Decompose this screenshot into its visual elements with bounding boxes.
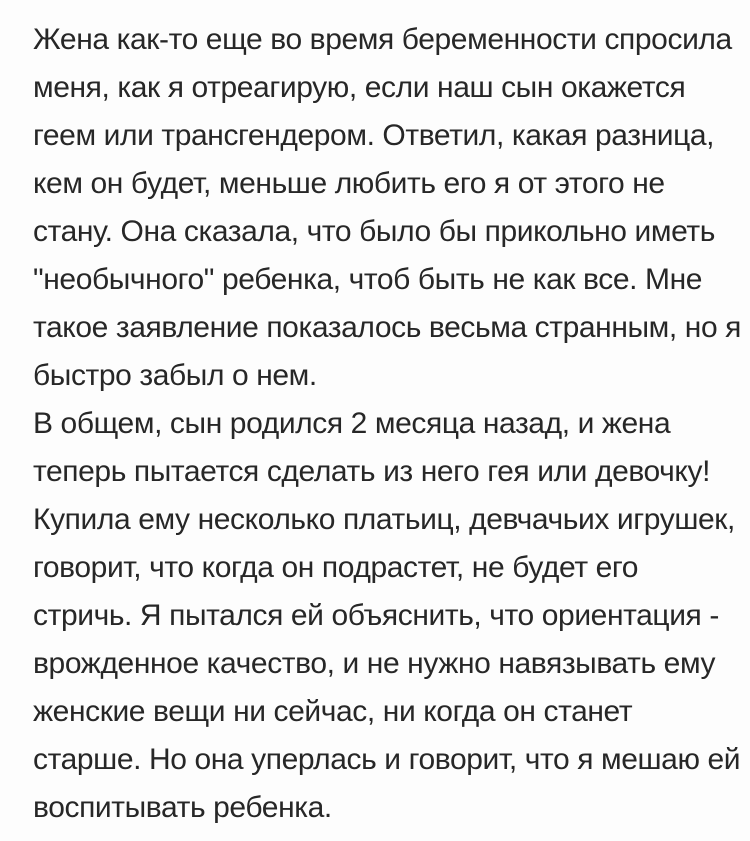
text-line: говорит, что когда он подрастет, не будет его: [33, 551, 639, 584]
text-line: воспитывать ребенка.: [33, 791, 332, 824]
text-line: Жена как-то еще во время беременности спросила: [33, 23, 732, 56]
text-line: старше. Но она уперлась и говорит, что я мешаю ей: [33, 743, 741, 776]
text-line: геем или трансгендером. Ответил, какая разница,: [33, 119, 715, 152]
text-line: теперь пытается сделать из него гея или девочку!: [33, 455, 711, 488]
text-line: стану. Она сказала, что было бы прикольно иметь: [33, 215, 715, 248]
text-line: меня, как я отреагирую, если наш сын окажется: [33, 71, 686, 104]
text-line: врожденное качество, и не нужно навязывать ему: [33, 647, 716, 680]
text-line: женские вещи ни сейчас, ни когда он станет: [33, 695, 633, 728]
text-line: такое заявление показалось весьма странным, но я: [33, 311, 742, 344]
text-line: стричь. Я пытался ей объяснить, что ориентация -: [33, 599, 719, 632]
text-line: В общем, сын родился 2 месяца назад, и жена: [33, 407, 671, 440]
text-line: кем он будет, меньше любить его я от этого не: [33, 167, 665, 200]
text-line: Купила ему несколько платьиц, девчачьих игрушек,: [33, 503, 735, 536]
text-line: "необычного" ребенка, чтоб быть не как все. Мне: [33, 263, 703, 296]
text-line: быстро забыл о нем.: [33, 359, 317, 392]
